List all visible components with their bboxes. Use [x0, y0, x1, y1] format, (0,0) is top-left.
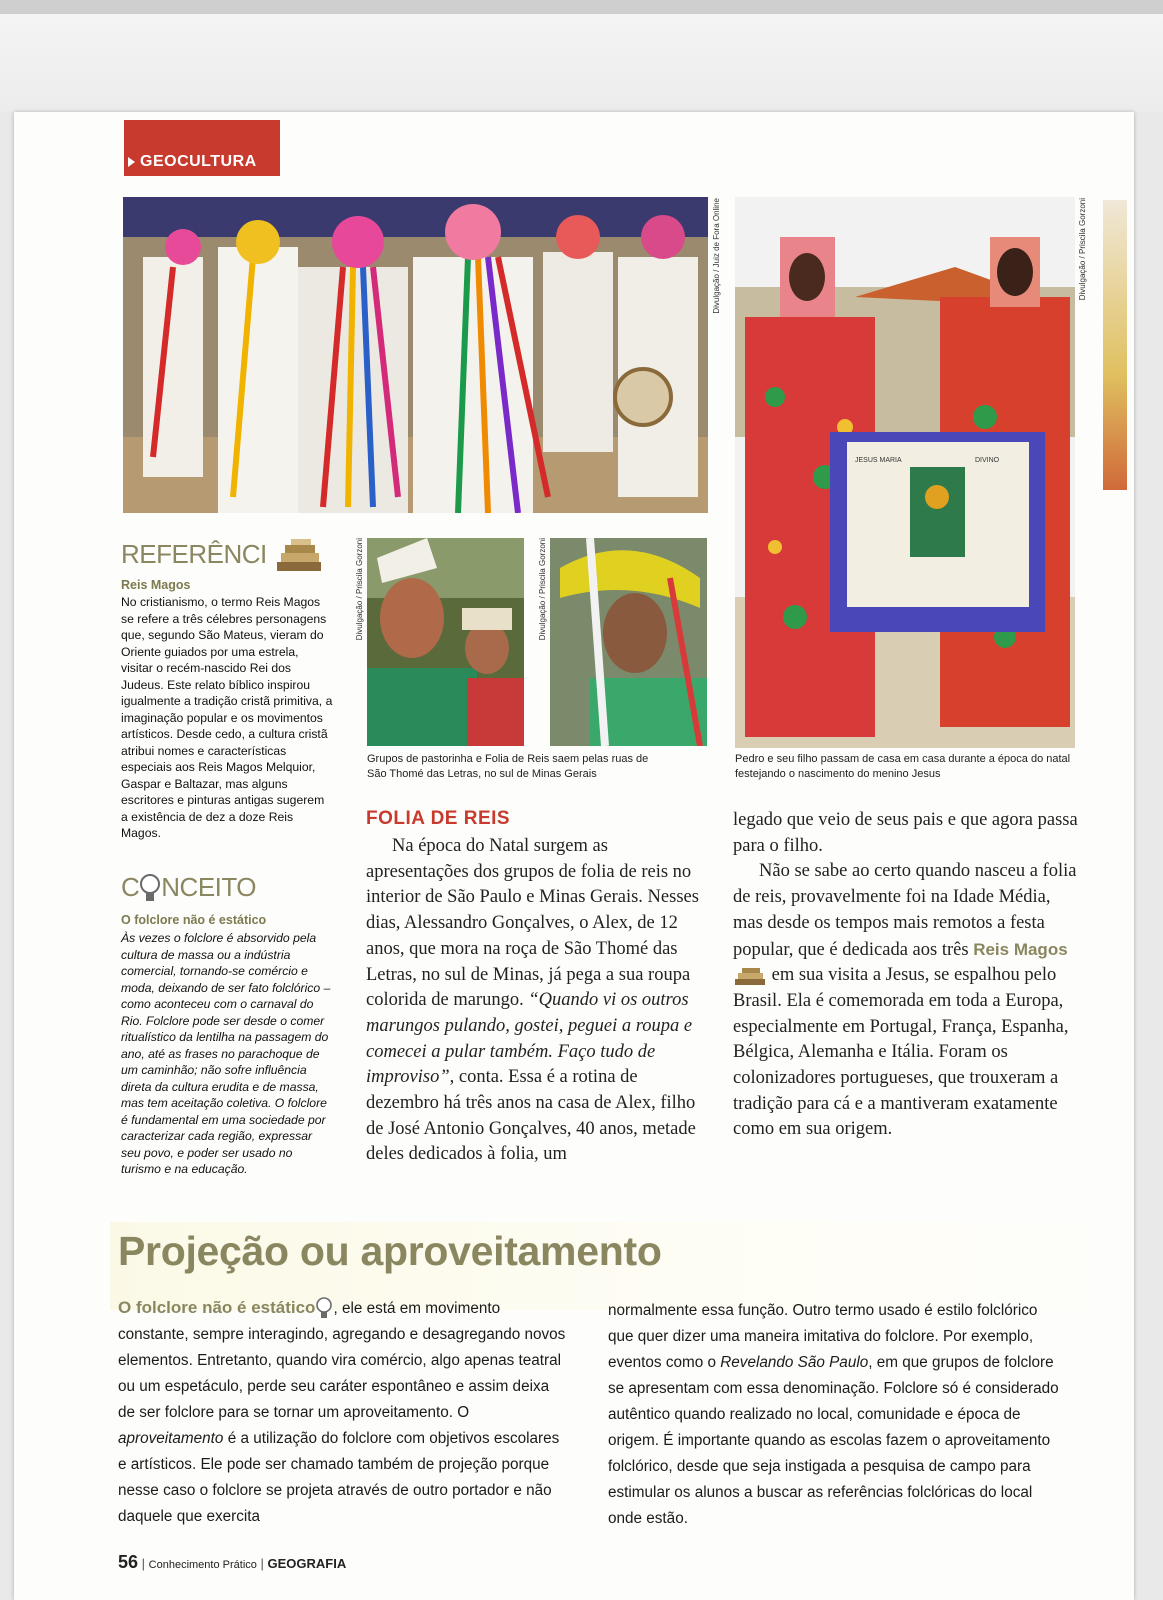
conceito-title — [121, 872, 256, 905]
caption-pedro: Pedro e seu filho passam de casa em casa durante a época do natal festejando o nascimento do menino Jesus — [735, 753, 1071, 780]
section-tab-label: GEOCULTURA — [140, 153, 257, 170]
page-number: 56 — [118, 1552, 139, 1572]
caption-pastorinha: Grupos de pastorinha e Folia de Reis saem pelas ruas de São Thomé das Letras, no sul de Minas Gerais — [367, 753, 649, 780]
photo-pastorinha-2 — [550, 538, 707, 746]
photo-credit-small2: Divulgação / Priscila Gorzoni — [538, 538, 547, 641]
projecao-col1 — [118, 1295, 568, 1530]
conceito-text: Às vezes o folclore é absorvido pela cultura de massa ou a indústria comercial, tornando-se comércio e moda, deixando de ser fato folclórico – como aconteceu com o carnaval do Rio. Folclore pode ser desde o comer ritualístico da lentilha na passagem do ano, até as frases no parachoque de um caminhão; não sofre influência direta da cultura erudita e de massa, mas tem aceitação coletiva. O folclore é fundamental em uma sociedade por caracterizar cada região, expressar seu povo, e poder ser usado no turismo e na educação. — [121, 931, 331, 1176]
projecao-revelando: Revelando São Paulo — [720, 1354, 869, 1371]
referencia-text: No cristianismo, o termo Reis Magos se refere a três célebres personagens que, segundo São Mateus, vieram do Oriente guiados por uma estrela, visitar o recém-nascido Rei dos Judeus. Este relato bíblico inspirou igualmente a tradição cristã primitiva, a imaginação popular e os movimentos artísticos. Desde cedo, a cultura cristã atribui nomes e características especiais aos Reis Magos Melquior, Gaspar e Baltazar, mas alguns escritores e pinturas antigas sugerem a existência de dez a doze Reis Magos. — [121, 595, 333, 840]
photo-credit-main: Divulgação / Juiz de Fora Online — [712, 198, 721, 314]
conceito-title-a: C — [121, 872, 140, 902]
photo-credit-small1: Divulgação / Priscila Gorzoni — [355, 538, 364, 641]
photo-pedro-e-filho — [735, 197, 1075, 748]
folia-col2-text-b: Não se sabe ao certo quando nasceu a folia de reis, provavelmente foi na Idade Média, mas desde os tempos mais remotos a festa popular, que é dedicada aos três — [733, 861, 1077, 960]
books-icon-inline — [733, 965, 767, 987]
reis-magos-highlight: Reis Magos — [973, 939, 1068, 959]
dancers-illustration — [123, 197, 708, 513]
projecao-col2-text-b: , em que grupos de folclore se apresentam com essa denominação. Folclore só é considerado autêntico quando realizado no local, comunidade e época de origem. É importante quando as escolas fazem o aproveitamento folclórico, desde que seja instigada a pesquisa de campo para estimular os alunos a buscar as referências folclóricas do local onde estão. — [608, 1354, 1059, 1527]
lightbulb-icon — [139, 873, 161, 905]
conceito-title-b: NCEITO — [161, 872, 257, 902]
pedro-illustration — [735, 197, 1075, 748]
section-tab — [124, 120, 280, 176]
projecao-col2 — [608, 1298, 1063, 1532]
folia-col1 — [366, 834, 706, 1168]
scan-underlying-page — [0, 14, 1163, 112]
referencia-subtitle: Reis Magos — [121, 578, 191, 592]
lightbulb-icon-inline — [315, 1296, 333, 1322]
banner-text-right: DIVINO — [975, 457, 1000, 464]
folia-col2-text-c: em sua visita a Jesus, se espalhou pelo Brasil. Ela é comemorada em toda a Europa, especialmente em Portugal, França, Espanha, Bélgica, Alemanha e Itália. Foram os colonizadores portugueses, que trouxeram a tradição para cá e a mantiveram exatamente como em sua origem. — [733, 965, 1069, 1140]
projecao-col1-text-a: , ele está em movimento constante, sempre interagindo, agregando e desagregando novos elementos. Entretanto, quando vira comércio, algo apenas teatral ou um espetáculo, perde seu caráter espontâneo e assim deixa de ser folclore para se tornar um aproveitamento. O — [118, 1300, 566, 1421]
folia-col2 — [733, 808, 1078, 1143]
referencia-title — [121, 538, 323, 574]
conceito-subtitle: O folclore não é estático — [121, 913, 267, 927]
pastorinha-illustration — [367, 538, 524, 746]
photo-folia-dancers — [123, 197, 708, 513]
projecao-col2-text-a: normalmente essa função. Outro termo usado é estilo folclórico que quer dizer uma maneira imitativa do folclore. Por exemplo, eventos como o — [608, 1302, 1038, 1371]
photo-pastorinha-1 — [367, 538, 524, 746]
referencia-title-text: REFERÊNCI — [121, 538, 267, 569]
folia-col1-text-a: Na época do Natal surgem as apresentações dos grupos de folia de reis no interior de São Paulo e Minas Gerais. Nesses dias, Alessandro Gonçalves, o Alex, de 12 anos, que mora na roça de São Thomé das Letras, no sul de Minas, já pega a sua roupa colorida de marungo. — [366, 836, 699, 1011]
folia-title: FOLIA DE REIS — [366, 808, 511, 829]
page-footer: 56 | Conhecimento Prático | GEOGRAFIA — [118, 1552, 347, 1572]
projecao-title: Projeção ou aproveitamento — [118, 1228, 662, 1274]
folia-col2-para2 — [733, 859, 1078, 1143]
folia-quote: “Quando vi os outros marungos pulando, gostei, peguei a roupa e comecei a pular também. Faço tudo de improviso” — [366, 990, 693, 1088]
banner-text-left: JESUS MARIA — [855, 457, 902, 464]
scan-top-edge — [0, 0, 1163, 14]
projecao-aproveitamento: aproveitamento — [118, 1430, 224, 1447]
folia-col2-para1: legado que veio de seus pais e que agora passa para o filho. — [733, 810, 1078, 856]
photo-edge-sliver — [1103, 200, 1127, 490]
magazine-section: GEOGRAFIA — [267, 1556, 347, 1571]
photo-credit-right: Divulgação / Priscila Gorzoni — [1078, 198, 1087, 301]
folia-col1-text-b: , conta. Essa é a rotina de dezembro há três anos na casa de Alex, filho de José Antonio Gonçalves, 40 anos, metade deles dedicados à folia, um — [366, 1067, 696, 1165]
books-icon — [273, 538, 323, 574]
magazine-name: Conhecimento Prático — [148, 1559, 257, 1571]
child-illustration — [550, 538, 707, 746]
projecao-col1-text-b: é a utilização do folclore com objetivos escolares e artísticos. Ele pode ser chamado também de projeção porque nesse caso o folclore se projeta através de outro portador e não daquele que exercita — [118, 1430, 560, 1525]
projecao-lead: O folclore não é estático — [118, 1298, 316, 1317]
